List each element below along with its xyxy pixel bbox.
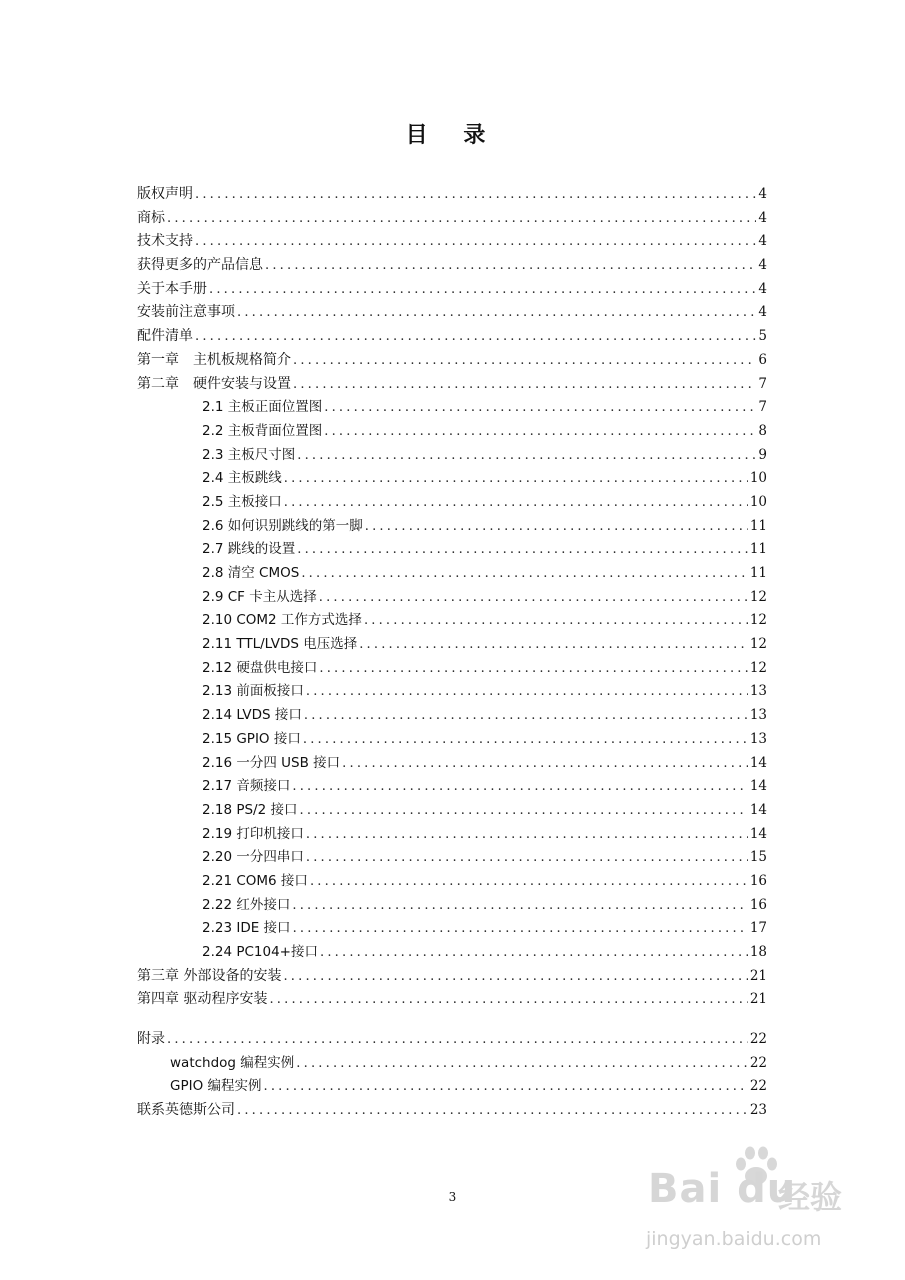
toc-entry-page: 13: [749, 707, 767, 724]
toc-entry: [137, 349, 767, 373]
toc-entry-label: 2.7 跳线的设置: [202, 541, 296, 558]
toc-leader-dots: [264, 1075, 748, 1099]
toc-entry: [137, 207, 767, 231]
toc-leader-dots: [342, 752, 748, 776]
toc-entry: [137, 1028, 767, 1052]
toc-leader-dots: [320, 941, 748, 965]
toc-entry-page: 13: [749, 730, 767, 747]
toc-entry-label: 2.10 COM2 工作方式选择: [202, 612, 362, 629]
toc-entry: [137, 1075, 767, 1099]
watermark-brand: Bai du: [648, 1166, 797, 1212]
toc-entry-label: 2.9 CF 卡主从选择: [202, 588, 317, 605]
toc-leader-dots: [364, 609, 748, 633]
toc-leader-dots: [293, 349, 756, 373]
toc-entry-page: 4: [758, 186, 767, 202]
toc-leader-dots: [269, 988, 747, 1012]
table-of-contents: [137, 183, 767, 1123]
toc-leader-dots: [300, 799, 748, 823]
toc-entry: [137, 752, 767, 776]
toc-entry-page: 21: [749, 991, 767, 1008]
toc-leader-dots: [324, 396, 756, 420]
toc-entry: [137, 183, 767, 207]
toc-leader-dots: [297, 444, 756, 468]
toc-entry-label: 2.24 PC104+接口: [202, 944, 318, 960]
toc-entry-page: 12: [749, 659, 767, 676]
toc-entry: [137, 444, 767, 468]
toc-entry-page: 9: [758, 446, 767, 463]
toc-entry-label: 2.3 主板尺寸图: [202, 446, 296, 463]
toc-entry: [137, 633, 767, 657]
toc-entry-page: 17: [749, 920, 767, 937]
toc-leader-dots: [195, 325, 756, 349]
toc-entry: [137, 870, 767, 894]
toc-leader-dots: [237, 301, 756, 325]
toc-leader-dots: [304, 704, 748, 728]
toc-entry-label: 第四章 驱动程序安装: [137, 991, 268, 1008]
toc-entry-label: 2.8 清空 CMOS: [202, 565, 300, 581]
toc-entry-label: 第二章 硬件安装与设置: [137, 375, 291, 392]
toc-entry-page: 18: [749, 944, 767, 960]
toc-leader-dots: [195, 230, 756, 254]
toc-entry: [137, 562, 767, 586]
toc-section-gap: [137, 1012, 767, 1028]
toc-entry-page: 4: [758, 233, 767, 250]
toc-entry: [137, 230, 767, 254]
toc-leader-dots: [293, 373, 756, 397]
toc-entry-label: 关于本手册: [137, 280, 207, 297]
toc-entry-label: 2.17 音频接口: [202, 778, 291, 795]
toc-entry-page: 10: [749, 470, 767, 487]
toc-leader-dots: [195, 183, 756, 207]
toc-entry-page: 10: [749, 493, 767, 510]
toc-leader-dots: [284, 491, 748, 515]
toc-leader-dots: [292, 775, 747, 799]
toc-entry-label: 2.15 GPIO 接口: [202, 730, 301, 747]
toc-entry-label: 2.11 TTL/LVDS 电压选择: [202, 636, 358, 653]
toc-leader-dots: [301, 562, 747, 586]
toc-entry-page: 16: [749, 872, 767, 889]
toc-leader-dots: [293, 917, 748, 941]
toc-leader-dots: [324, 420, 756, 444]
toc-leader-dots: [303, 728, 748, 752]
toc-entry: [137, 799, 767, 823]
toc-leader-dots: [296, 1052, 748, 1076]
toc-entry: [137, 301, 767, 325]
toc-entry-label: 版权声明: [137, 186, 193, 202]
toc-entry-label: 2.20 一分四串口: [202, 849, 304, 866]
toc-entry-label: 安装前注意事项: [137, 304, 235, 321]
toc-entry-label: 2.14 LVDS 接口: [202, 707, 302, 724]
toc-leader-dots: [237, 1099, 748, 1123]
watermark-url: jingyan.baidu.com: [646, 1228, 822, 1250]
toc-entry-page: 14: [749, 801, 767, 818]
toc-entry-page: 7: [758, 399, 767, 416]
toc-entry: [137, 1052, 767, 1076]
toc-entry: [137, 467, 767, 491]
toc-entry: [137, 775, 767, 799]
toc-entry-page: 11: [749, 517, 767, 534]
toc-entry: [137, 325, 767, 349]
toc-leader-dots: [297, 538, 748, 562]
toc-entry: [137, 373, 767, 397]
toc-leader-dots: [319, 586, 748, 610]
toc-leader-dots: [310, 870, 748, 894]
toc-entry-label: 2.4 主板跳线: [202, 470, 282, 487]
toc-leader-dots: [167, 207, 756, 231]
toc-entry: [137, 941, 767, 965]
watermark-brand-cn: 经验: [778, 1178, 843, 1216]
toc-entry: [137, 515, 767, 539]
toc-entry-page: 6: [758, 351, 767, 368]
toc-entry: [137, 704, 767, 728]
toc-entry-page: 7: [758, 375, 767, 392]
toc-entry-label: 2.23 IDE 接口: [202, 920, 291, 937]
toc-entry-label: 2.5 主板接口: [202, 493, 282, 510]
toc-entry-label: 第三章 外部设备的安装: [137, 967, 282, 984]
toc-entry: [137, 823, 767, 847]
toc-entry-label: 2.18 PS/2 接口: [202, 801, 298, 818]
toc-entry-label: watchdog 编程实例: [170, 1054, 295, 1071]
toc-entry-page: 14: [749, 778, 767, 795]
toc-entry-page: 12: [749, 612, 767, 629]
toc-leader-dots: [359, 633, 748, 657]
toc-entry: [137, 728, 767, 752]
toc-entry-page: 4: [758, 304, 767, 321]
toc-entry-page: 12: [749, 588, 767, 605]
toc-entry-label: 2.1 主板正面位置图: [202, 399, 323, 416]
toc-entry-page: 15: [749, 849, 767, 866]
toc-entry-page: 16: [749, 896, 767, 913]
toc-entry-label: 第一章 主机板规格简介: [137, 351, 291, 368]
toc-entry-label: 商标: [137, 209, 165, 226]
toc-entry: [137, 609, 767, 633]
toc-leader-dots: [292, 894, 747, 918]
toc-entry-page: 12: [749, 636, 767, 653]
toc-title: 目 录: [405, 123, 500, 148]
toc-entry: [137, 846, 767, 870]
toc-entry: [137, 538, 767, 562]
toc-entry: [137, 657, 767, 681]
toc-entry-label: 2.6 如何识别跳线的第一脚: [202, 517, 363, 534]
toc-leader-dots: [306, 823, 748, 847]
toc-entry-page: 4: [758, 257, 767, 274]
toc-entry: [137, 420, 767, 444]
toc-entry: [137, 254, 767, 278]
page-number: 3: [448, 1190, 457, 1204]
toc-entry-page: 22: [749, 1054, 767, 1071]
toc-leader-dots: [283, 965, 747, 989]
toc-entry: [137, 680, 767, 704]
toc-leader-dots: [319, 657, 747, 681]
toc-entry-label: 联系英德斯公司: [137, 1102, 235, 1119]
toc-entry-page: 4: [758, 209, 767, 226]
toc-entry-label: 附录: [137, 1031, 165, 1048]
toc-entry: [137, 491, 767, 515]
toc-entry-label: 2.21 COM6 接口: [202, 872, 308, 889]
toc-entry-page: 23: [749, 1102, 767, 1119]
toc-leader-dots: [167, 1028, 748, 1052]
toc-entry-label: GPIO 编程实例: [170, 1078, 262, 1095]
toc-entry-label: 技术支持: [137, 233, 193, 250]
toc-entry: [137, 965, 767, 989]
toc-entry: [137, 894, 767, 918]
toc-leader-dots: [209, 278, 756, 302]
toc-entry: [137, 988, 767, 1012]
toc-entry: [137, 278, 767, 302]
toc-leader-dots: [306, 846, 748, 870]
toc-entry-label: 2.13 前面板接口: [202, 683, 304, 700]
toc-entry-page: 11: [749, 565, 767, 581]
toc-entry-page: 21: [749, 967, 767, 984]
toc-entry-label: 2.16 一分四 USB 接口: [202, 754, 341, 771]
toc-entry-page: 13: [749, 683, 767, 700]
toc-entry-label: 配件清单: [137, 328, 193, 345]
toc-entry-page: 14: [749, 825, 767, 842]
toc-entry: [137, 1099, 767, 1123]
toc-entry: [137, 917, 767, 941]
toc-leader-dots: [365, 515, 748, 539]
toc-leader-dots: [284, 467, 748, 491]
toc-leader-dots: [306, 680, 748, 704]
toc-entry-label: 2.12 硬盘供电接口: [202, 659, 318, 676]
toc-entry-page: 14: [749, 754, 767, 771]
toc-entry-label: 2.22 红外接口: [202, 896, 291, 913]
toc-entry: [137, 586, 767, 610]
baidu-jingyan-watermark: [640, 1142, 880, 1262]
toc-entry-page: 22: [749, 1078, 767, 1095]
toc-entry-page: 8: [758, 422, 767, 439]
toc-leader-dots: [265, 254, 756, 278]
toc-entry-label: 2.2 主板背面位置图: [202, 422, 323, 439]
toc-entry-page: 22: [749, 1031, 767, 1048]
toc-entry-page: 11: [749, 541, 767, 558]
toc-entry-page: 4: [758, 280, 767, 297]
toc-entry: [137, 396, 767, 420]
toc-entry-page: 5: [758, 328, 767, 345]
toc-entry-label: 获得更多的产品信息: [137, 257, 263, 274]
toc-entry-label: 2.19 打印机接口: [202, 825, 304, 842]
